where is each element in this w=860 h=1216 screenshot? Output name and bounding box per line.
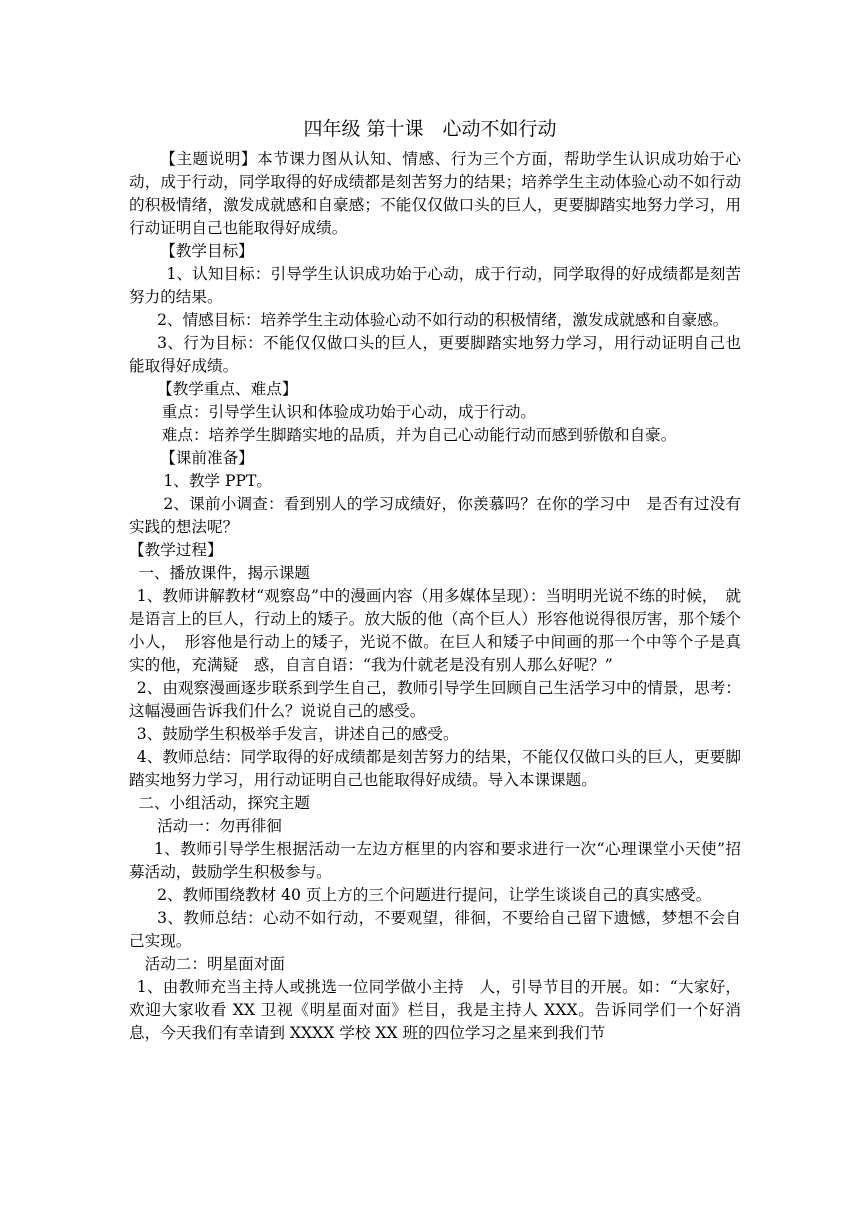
paragraph: 1、由教师充当主持人或挑选一位同学做小主持 人，引导节目的开展。如：“大家好，欢迎大家收看 XX 卫视《明星面对面》栏目，我是主持人 XXX。告诉同学们一个好消息，今天我们有幸请到 XXXX 学校 XX 班的四位学习之星来到我们节 — [129, 978, 741, 1042]
paragraph: 活动二：明星面对面 — [144, 955, 285, 973]
paragraph: 1、教师引导学生根据活动一左边方框里的内容和要求进行一次“心理课堂小天使”招募活动，鼓励学生积极参与。 — [129, 840, 741, 881]
paragraph: 2、教师围绕教材 40 页上方的三个问题进行提问，让学生谈谈自己的真实感受。 — [157, 886, 712, 904]
paragraph: 3、鼓励学生积极举手发言，讲述自己的感受。 — [136, 725, 459, 743]
paragraph: 1、教师讲解教材“观察岛”中的漫画内容（用多媒体呈现）：当明明光说不练的时候， 就是语言上的巨人，行动上的矮子。放大版的他（高个巨人）形容他说得很厉害，那个矮个小人， 形容他是行动上的矮子，光说不做。在巨人和矮子中间画的那一个中等个子是真实的他，充满疑 惑，自言自语：“我为什就老是没有别人那么好呢？” — [129, 587, 741, 674]
paragraph: 4、教师总结：同学取得的好成绩都是刻苦努力的结果，不能仅仅做口头的巨人，更要脚踏实地努力学习，用行动证明自己也能取得好成绩。导入本课课题。 — [129, 748, 741, 789]
paragraph: 1、认知目标：引导学生认识成功始于心动，成于行动，同学取得的好成绩都是刻苦努力的结果。 — [129, 265, 741, 306]
paragraph: 2、课前小调查：看到别人的学习成绩好，你羡慕吗？在你的学习中 是否有过没有实践的想法呢？ — [129, 495, 741, 536]
document-body — [129, 148, 741, 1045]
paragraph: 3、行为目标：不能仅仅做口头的巨人，更要脚踏实地努力学习，用行动证明自己也能取得好成绩。 — [129, 334, 741, 375]
paragraph: 1、教学 PPT。 — [163, 472, 272, 490]
paragraph: 【主题说明】本节课力图从认知、情感、行为三个方面，帮助学生认识成功始于心动，成于行动，同学取得的好成绩都是刻苦努力的结果；培养学生主动体验心动不如行动的积极情绪，激发成就感和自豪感；不能仅仅做口头的巨人，更要脚踏实地努力学习，用行动证明自己也能取得好成绩。 — [129, 150, 741, 237]
paragraph: 【教学重点、难点】 — [157, 380, 298, 398]
paragraph: 2、由观察漫画逐步联系到学生自己，教师引导学生回顾自己生活学习中的情景，思考：这幅漫画告诉我们什么？说说自己的感受。 — [129, 679, 741, 720]
paragraph: 【教学目标】 — [160, 242, 254, 260]
paragraph: 【教学过程】 — [129, 541, 223, 559]
page-title: 四年级 第十课 心动不如行动 — [303, 118, 557, 140]
paragraph: 2、情感目标：培养学生主动体验心动不如行动的积极情绪，激发成就感和自豪感。 — [157, 311, 729, 329]
paragraph: 二、小组活动，探究主题 — [138, 794, 310, 812]
paragraph: 【课前准备】 — [160, 449, 254, 467]
paragraph: 重点：引导学生认识和体验成功始于心动，成于行动。 — [161, 403, 537, 421]
paragraph: 活动一：勿再徘徊 — [157, 817, 282, 835]
paragraph: 一、播放课件，揭示课题 — [138, 564, 310, 582]
paragraph: 难点：培养学生脚踏实地的品质，并为自己心动能行动而感到骄傲和自豪。 — [161, 426, 677, 444]
paragraph: 3、教师总结：心动不如行动，不要观望，徘徊，不要给自己留下遗憾，梦想不会自己实现。 — [129, 909, 741, 950]
